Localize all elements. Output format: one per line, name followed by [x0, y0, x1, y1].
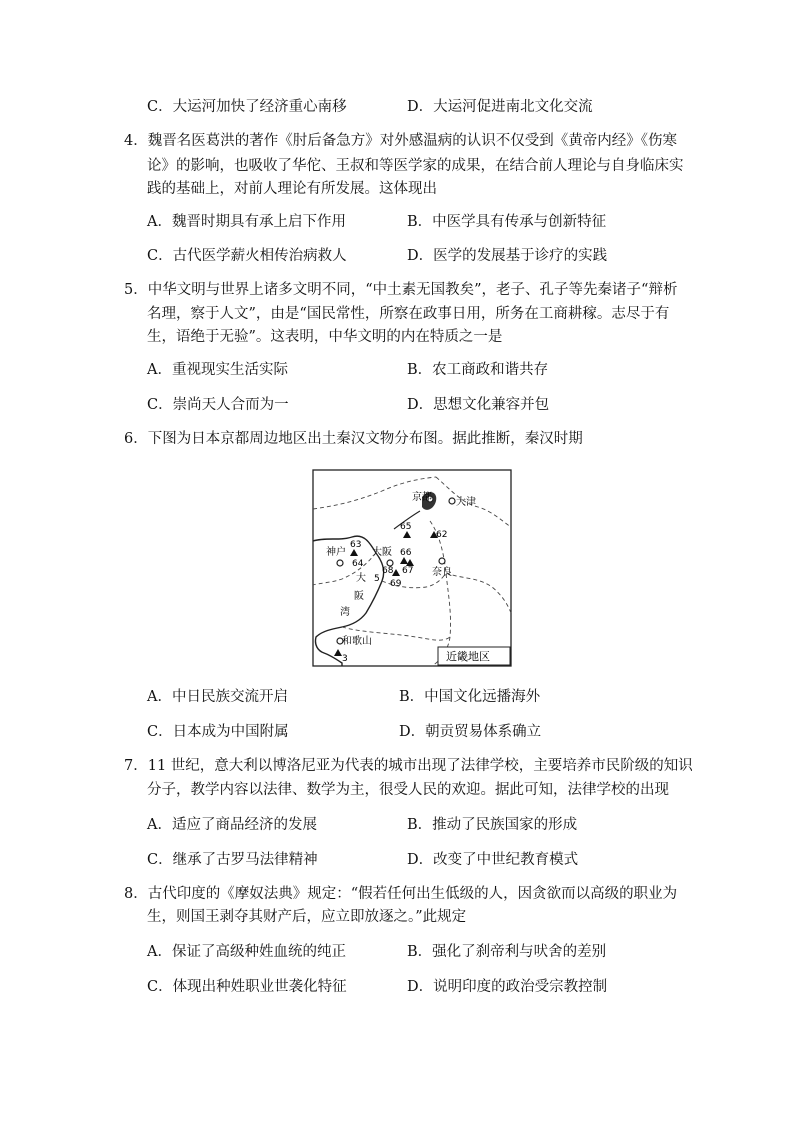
- kobe-marker: [337, 560, 343, 566]
- q4-stem-line-2: 论》的影响，也吸收了华佗、王叔和等医学家的成果，在结合前人理论与自身临床实: [147, 158, 684, 174]
- osaka-label: 大阪: [372, 547, 392, 558]
- nara-marker: [439, 558, 445, 564]
- site-64-label: 64: [352, 559, 364, 569]
- q8-option-c: C．体现出种姓职业世袭化特征: [147, 979, 347, 995]
- q5-option-d: D．思想文化兼容并包: [407, 397, 550, 413]
- otsu-label: 大津: [456, 497, 476, 508]
- q6-option-a: A．中日民族交流开启: [147, 689, 288, 705]
- map-figure: [312, 469, 512, 667]
- q8-option-b: B．强化了刹帝利与吠舍的差别: [407, 944, 607, 960]
- site-67-label: 67: [402, 566, 414, 576]
- q8-stem-line-1: 8．古代印度的《摩奴法典》规定：“假若任何出生低级的人，因贪欲而以高级的职业为: [124, 886, 678, 902]
- site-66-label: 66: [400, 548, 412, 558]
- site-3-label: 3: [342, 654, 348, 664]
- q7-option-c: C．继承了古罗马法律精神: [147, 852, 318, 868]
- q4-stem-line-1: 4．魏晋名医葛洪的著作《肘后备急方》对外感温病的认识不仅受到《黄帝内经》《伤寒: [124, 133, 677, 149]
- bay-char-2: 阪: [354, 591, 364, 602]
- q4-option-c: C．古代医学薪火相传治病救人: [147, 248, 347, 264]
- q8-option-a: A．保证了高级种姓血统的纯正: [147, 944, 346, 960]
- q5-option-b: B．农工商政和谐共存: [407, 362, 549, 378]
- q5-stem-line-2: 名理，察于人文”，由是“国民常性，所察在政事日用，所务在工商耕稼。志尽于有: [147, 306, 670, 322]
- q7-stem-line-2: 分子，教学内容以法律、数学为主，很受人民的欢迎。据此可知，法律学校的出现: [147, 782, 669, 798]
- q7-option-d: D．改变了中世纪教育模式: [407, 852, 579, 868]
- q8-option-d: D．说明印度的政治受宗教控制: [407, 979, 608, 995]
- site-69-label: 69: [390, 579, 402, 589]
- nara-label: 奈良: [432, 567, 452, 578]
- q7-option-a: A．适应了商品经济的发展: [147, 817, 317, 833]
- q5-option-a: A．重视现实生活实际: [147, 362, 288, 378]
- q6-option-c: C．日本成为中国附属: [147, 724, 289, 740]
- legend-label: 近畿地区: [446, 650, 490, 663]
- site-68-label: 68: [382, 566, 394, 576]
- q5-stem-line-3: 生，语绝于无验”。这表明，中华文明的内在特质之一是: [147, 329, 503, 345]
- kyoto-label: 京都: [412, 492, 432, 503]
- q5-option-c: C．崇尚天人合而为一: [147, 397, 289, 413]
- q7-stem-line-1: 7．11 世纪，意大利以博洛尼亚为代表的城市出现了法律学校，主要培养市民阶级的知识: [124, 758, 693, 774]
- q4-stem-line-3: 践的基础上，对前人理论有所发展。这体现出: [147, 181, 437, 197]
- site-65-label: 65: [400, 522, 412, 532]
- q3-option-c: C．大运河加快了经济重心南移: [147, 99, 347, 115]
- bay-char-1: 大: [356, 573, 366, 584]
- site-5-label: 5: [374, 574, 380, 584]
- kinki-region-map: [312, 469, 512, 667]
- q8-stem-line-2: 生，则国王剥夺其财产后，应立即放逐之。”此规定: [147, 909, 467, 925]
- q7-option-b: B．推动了民族国家的形成: [407, 817, 578, 833]
- site-62-label: 62: [436, 530, 448, 540]
- q5-stem-line-1: 5．中华文明与世界上诸多文明不同，“中土素无国教矣”，老子、孔子等先秦诸子“辩析: [124, 282, 678, 298]
- bay-char-3: 湾: [340, 607, 350, 618]
- wakayama-label: 和歌山: [342, 636, 372, 647]
- q6-option-d: D．朝贡贸易体系确立: [399, 724, 542, 740]
- q6-stem-line-1: 6．下图为日本京都周边地区出土秦汉文物分布图。据此推断，秦汉时期: [124, 431, 583, 447]
- q4-option-b: B．中医学具有传承与创新特征: [407, 214, 607, 230]
- q4-option-a: A．魏晋时期具有承上启下作用: [147, 214, 346, 230]
- site-63-label: 63: [350, 540, 362, 550]
- kobe-label: 神户: [326, 547, 346, 558]
- q3-option-d: D．大运河促进南北文化交流: [407, 99, 593, 115]
- otsu-marker: [449, 498, 455, 504]
- q6-option-b: B．中国文化远播海外: [399, 689, 541, 705]
- q4-option-d: D．医学的发展基于诊疗的实践: [407, 248, 608, 264]
